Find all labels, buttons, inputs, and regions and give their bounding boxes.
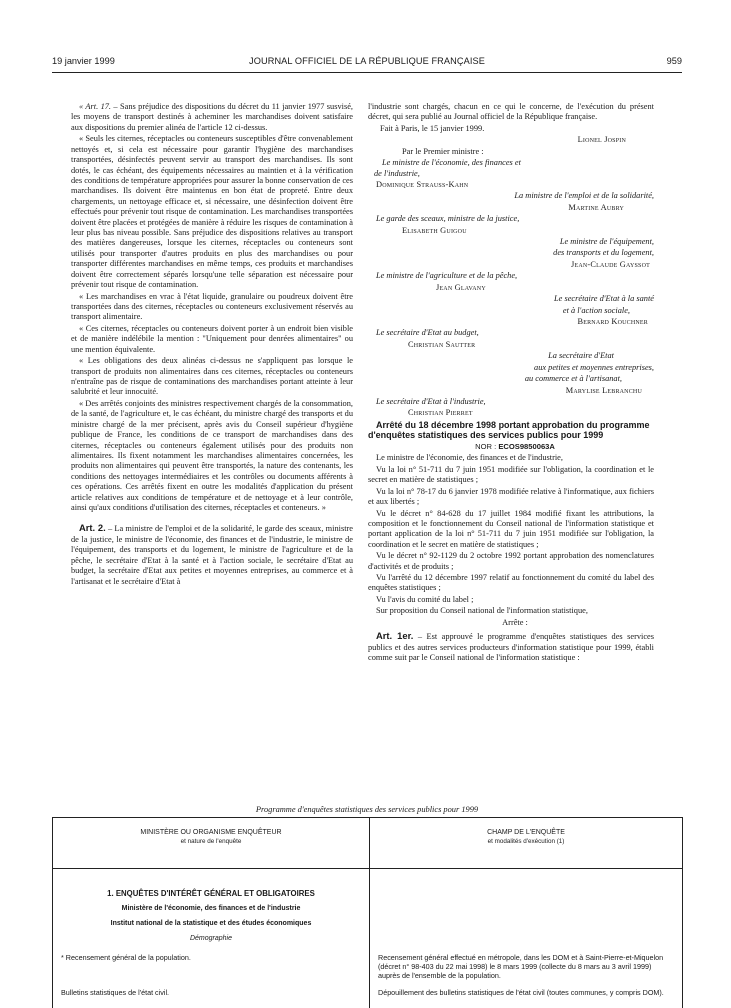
section-title: 1. ENQUÊTES D'INTÉRÊT GÉNÉRAL ET OBLIGATOIRES <box>107 889 315 898</box>
article-1-text: – Est approuvé le programme d'enquêtes statistiques des services publics et des autres services producteurs d'information statistique pour 1999, établi comme suit par le Conseil national de l'information statistique : <box>368 632 655 663</box>
section-institute: Institut national de la statistique et des études économiques <box>110 920 312 927</box>
signatory-role: Le secrétaire d'Etat à la santé <box>554 294 654 304</box>
signatory-name: Jean Glavany <box>436 282 486 292</box>
fait-a-paris: Fait à Paris, le 15 janvier 1999. <box>380 123 485 133</box>
signatory-role: Le secrétaire d'Etat à l'industrie, <box>376 396 486 406</box>
table-header-row <box>53 818 683 869</box>
column-header-subtext: et nature de l'enquête <box>180 838 242 845</box>
survey-table <box>52 817 683 1008</box>
signatory-role: au commerce et à l'artisanat, <box>524 374 622 384</box>
paragraph-continuation: l'industrie sont chargés, chacun en ce qui le concerne, de l'exécution du présent décret, qui sera publié au Journal officiel de la République française. <box>368 102 654 122</box>
signatory-name: Bernard Kouchner <box>577 317 648 327</box>
nor-label: NOR : <box>475 442 499 451</box>
arrete-keyword: Arrête : <box>502 617 528 627</box>
section-heading <box>53 869 370 944</box>
signatory-name: Martine Aubry <box>568 202 624 212</box>
article-17-paragraph <box>71 102 353 133</box>
signatory-role: La ministre de l'emploi et de la solidarité, <box>514 191 654 201</box>
signatory-role: Le garde des sceaux, ministre de la justice, <box>376 214 520 224</box>
column-header-champ <box>370 818 683 869</box>
visa: Vu l'arrêté du 12 décembre 1997 relatif au fonctionnement du comité du label des enquêtes statistiques ; <box>368 573 654 593</box>
paragraph: « Seuls les citernes, réceptacles ou conteneurs susceptibles d'être convenablement nettoyés et, si cela est nécessaire pour garantir l'hygiène des marchandises transportées, désinfectés peuvent servir au transport des marchandises. Ils sont dotés, le cas échéant, des équipements nécessaires au maintien et à la vérification des conditions de température appropriées pour assurer la bonne conservation de ces marchandises. Ils doivent être maintenus en bon état de propreté. Entre deux chargements, un nettoyage efficace et, si nécessaire, une désinfection doivent être effectués pour prévenir tout risque de contamination. Les marchandises transportées doivent être placées et protégées de manière à réduire les risques de contamination à leur plus bas niveau possible. Sans préjudice des dispositions relatives au transport des matières dangereuses, lorsque les citernes, réceptacles ou conteneurs sont utilisés pour transporter d'autres produits en plus des marchandises ou pour transporter différentes marchandises en même temps, ces produits et marchandises doivent être correctement séparés lorsqu'une telle séparation est nécessaire pour prévenir tout risque de contamination. <box>71 134 353 290</box>
par-le-premier-ministre: Par le Premier ministre : <box>402 146 484 156</box>
table-section-row <box>53 869 683 944</box>
table-cell-right: Dépouillement des bulletins statistiques de l'état civil (toutes communes, y compris DOM). <box>370 980 683 1008</box>
signatory-role: Le secrétaire d'Etat au budget, <box>376 328 479 338</box>
right-column <box>368 102 654 664</box>
left-column <box>71 102 353 588</box>
visa: Vu la loi n° 78-17 du 6 janvier 1978 modifiée relative à l'informatique, aux fichiers et aux libertés ; <box>368 486 654 507</box>
article-2-text: – La ministre de l'emploi et de la solidarité, le garde des sceaux, ministre de la justice, le ministre de l'économie, des finances et de l'industrie, le ministre de l'équipement, des transports et du logement, le ministre de l'agriculture et de la pêche, le secrétaire d'Etat à la santé et à l'action sociale, le secrétaire d'Etat au budget, la secrétaire d'Etat aux petites et moyennes entreprises, au commerce et à l'artisanat et le secrétaire d'Etat à <box>71 524 353 586</box>
nor-code: ECOS9850063A <box>498 442 555 451</box>
header-date: 19 janvier 1999 <box>52 56 115 66</box>
visa: Le ministre de l'économie, des finances et de l'industrie, <box>376 453 563 463</box>
paragraph: « Les obligations des deux alinéas ci-dessus ne s'appliquent pas lorsque le transport de produits non alimentaires dans ces citernes, réceptacles ou conteneurs n'entraîne pas de risque de contaminations des marchandises portant atteinte à leur salubrité et leur innocuité. <box>71 356 353 397</box>
page-header <box>52 56 682 70</box>
table-row <box>53 943 683 980</box>
arrete-title: Arrêté du 18 décembre 1998 portant approbation du programme d'enquêtes statistiques des services publics pour 1999 <box>368 419 650 441</box>
visa: Vu la loi n° 51-711 du 7 juin 1951 modifiée sur l'obligation, la coordination et le secret en matière de statistiques ; <box>368 464 654 485</box>
signatory-role: Le ministre de l'équipement, <box>559 237 654 247</box>
signatory-role: Le ministre de l'agriculture et de la pêche, <box>376 271 518 281</box>
article-2-label: Art. 2. <box>79 522 106 534</box>
column-header-subtext: et modalités d'exécution (1) <box>487 838 565 845</box>
article-2-paragraph <box>71 523 353 587</box>
header-page-number: 959 <box>666 56 682 66</box>
signatory-name: Dominique Strauss-Kahn <box>376 179 469 189</box>
signatory-name: Christian Sautter <box>408 339 476 349</box>
article-17-lead: « Art. 17. – <box>79 102 118 111</box>
table-cell-left: * Recensement général de la population. <box>53 943 370 980</box>
paragraph: « Des arrêtés conjoints des ministres respectivement chargés de la consommation, de la santé, de l'agriculture et, le cas échéant, du ministre chargé des transports et du ministre chargé de la mer précisent, après avis du Conseil supérieur d'hygiène publique de France, les conditions de ce transport de marchandises dans des citernes, réceptacles ou conteneurs également utilisés pour des produits non alimentaires. Ils fixent notamment les marchandises alimentaires concernées, les produits non alimentaires qui peuvent être transportés, la nature des contenants, les conditions des nettoyages intermédiaires et les contrôles ou documents afférents à ces opérations. Ces arrêtés fixent en outre les modalités d'application du présent article relatives aux conditions de température et de nettoyage et à leur contrôle, ainsi qu'aux conditions d'utilisation des citernes, réceptacles et conteneurs. » <box>71 398 353 513</box>
signatory-role: aux petites et moyennes entreprises, <box>534 362 654 372</box>
signatory-role: Le ministre de l'économie, des finances et de l'industrie, <box>374 158 521 178</box>
signatory-role: et à l'action sociale, <box>562 305 630 315</box>
paragraph: « Les marchandises en vrac à l'état liquide, granulaire ou poudreux doivent être transportées dans des citernes, réceptacles ou conteneurs exclusivement réservés au transport alimentaire. <box>71 291 353 322</box>
table-cell-left: Bulletins statistiques de l'état civil. <box>53 980 370 1008</box>
signatory-name: Elisabeth Guigou <box>402 225 467 235</box>
signatory-name: Jean-Claude Gayssot <box>571 259 650 269</box>
header-rule <box>52 72 682 73</box>
signatory-name: Marylise Lebranchu <box>565 385 642 395</box>
visa: Vu le décret n° 84-628 du 17 juillet 1984 modifié fixant les attributions, la composition et le fonctionnement du Conseil national de l'information statistique et portant application de la loi n° 51-711 du 7 juin 1951 modifiée sur l'obligation, la coordination et le secret en matière de statistiques ; <box>368 508 654 549</box>
signatory-role: La secrétaire d'Etat <box>548 351 614 361</box>
article-17-text: Sans préjudice des dispositions du décret du 11 janvier 1977 susvisé, les moyens de transport destinés à acheminer les marchandises doivent satisfaire aux dispositions du premier alinéa de l'article 12 ci-dessus. <box>71 102 353 132</box>
header-journal-title: JOURNAL OFFICIEL DE LA RÉPUBLIQUE FRANÇAISE <box>249 56 485 66</box>
signature-prime-minister: Lionel Jospin <box>577 135 626 145</box>
paragraph: « Ces citernes, réceptacles ou conteneurs doivent porter à un endroit bien visible et de manière indélébile la mention : "Uniquement pour denrées alimentaires" ou une mention équivalente. <box>71 323 353 354</box>
column-header-text: MINISTÈRE OU ORGANISME ENQUÊTEUR <box>140 829 282 836</box>
table-cell-right: Recensement général effectué en métropole, dans les DOM et à Saint-Pierre-et-Miquelon (décret n° 98-403 du 22 mai 1998) le 8 mars 1999 (collecte du 8 mars au 3 avril 1999) auprès de l'ensemble de la population. <box>370 943 683 980</box>
article-1-paragraph <box>368 631 654 663</box>
visa: Sur proposition du Conseil national de l'information statistique, <box>376 606 588 616</box>
nor-reference <box>368 442 654 452</box>
signatory-role: des transports et du logement, <box>553 248 654 258</box>
column-header-organisme <box>53 818 370 869</box>
empty-cell <box>370 869 683 944</box>
section-topic: Démographie <box>189 935 233 942</box>
visa: Vu le décret n° 92-1129 du 2 octobre 1992 portant approbation des nomenclatures d'activités et de produits ; <box>368 551 654 571</box>
signatory-name: Christian Pierret <box>408 408 473 418</box>
visa: Vu l'avis du comité du label ; <box>376 594 474 604</box>
table-caption: Programme d'enquêtes statistiques des services publics pour 1999 <box>255 805 479 814</box>
table-row <box>53 980 683 1008</box>
section-ministry: Ministère de l'économie, des finances et de l'industrie <box>121 905 301 912</box>
article-1-label: Art. 1er. <box>376 630 414 642</box>
column-header-text: CHAMP DE L'ENQUÊTE <box>487 829 565 836</box>
